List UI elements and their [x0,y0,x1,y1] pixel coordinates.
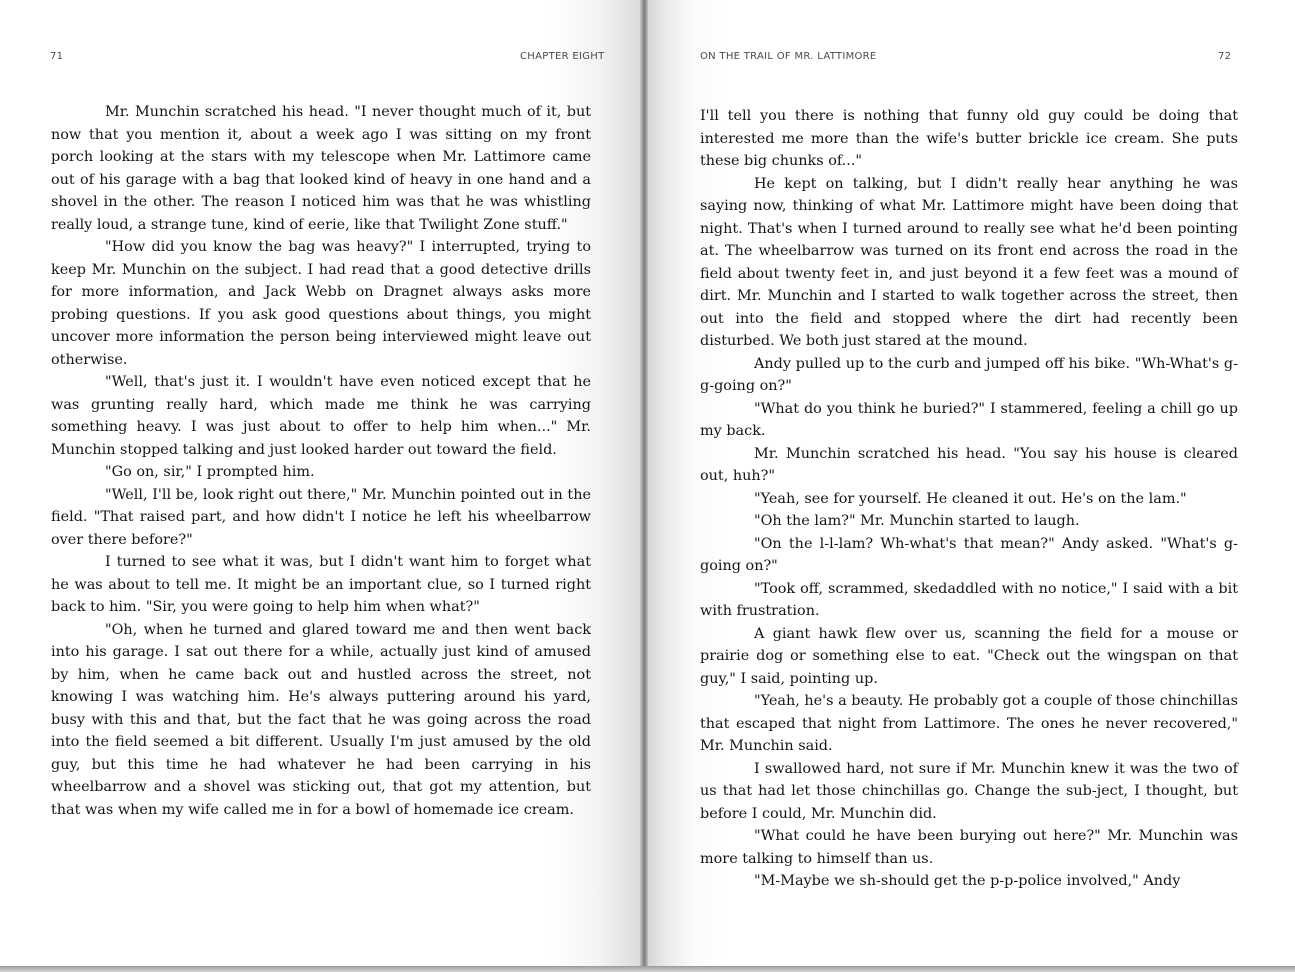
paragraph: "Well, I'll be, look right out there," Mr. Munchin pointed out in the field. "That raised part, and how didn't I notice he left his wheelbarrow over there before?" [51,486,591,548]
paragraph: "Yeah, he's a beauty. He probably got a couple of those chinchillas that escaped that night from Lattimore. The ones he never recovered," Mr. Munchin said. [700,693,1239,754]
left-page-body [51,101,591,821]
left-page [0,0,640,966]
page-bottom-edge [0,966,1295,972]
paragraph: I turned to see what it was, but I didn't want him to forget what he was about to tell me. It might be an important clue, so I turned right back to him. "Sir, you were going to help him when what?" [51,554,591,615]
right-page-body [700,105,1238,893]
continued-paragraph: I'll tell you there is nothing that funny old guy could be doing that interested me more than the wife's butter brickle ice cream. She puts these big chunks of..." [700,108,1238,169]
paragraph: "Oh the lam?" Mr. Munchin started to laugh. [754,513,1080,529]
paragraph: A giant hawk flew over us, scanning the field for a mouse or prairie dog or something else to eat. "Check out the wingspan on that guy," I said, pointing up. [700,625,1238,687]
paragraph: "Took off, scrammed, skedaddled with no notice," I said with a bit with frustration. [700,580,1238,619]
paragraph: Mr. Munchin scratched his head. "You say his house is cleared out, huh?" [700,445,1238,484]
paragraph: I swallowed hard, not sure if Mr. Munchin knew it was the two of us that had let those chinchillas go. Change the sub-ject, I thought, but before I could, Mr. Munchin did. [700,760,1238,822]
paragraph: "Well, that's just it. I wouldn't have even noticed except that he was grunting really hard, which made me think he was carrying something heavy. I was just about to offer to help him when..." Mr. Munchin stopped talking and just looked harder out toward the field. [51,374,591,458]
left-running-head: CHAPTER EIGHT [520,51,605,62]
right-page [648,0,1295,966]
right-running-head: ON THE TRAIL OF MR. LATTIMORE [700,51,877,62]
left-page-number: 71 [50,51,64,62]
right-page-number: 72 [1218,51,1232,62]
paragraph: Andy pulled up to the curb and jumped off his bike. "Wh-What's g-g-going on?" [700,355,1238,394]
paragraph: Mr. Munchin scratched his head. "I never thought much of it, but now that you mention it, about a week ago I was sitting on my front porch looking at the stars with my telescope when Mr. Lattimore came out of his garage with a bag that looked kind of heavy in one hand and a shovel in the other. The reason I noticed him was that he was whistling really loud, a strange tune, kind of eerie, like that Twilight Zone stuff." [51,104,591,233]
paragraph: He kept on talking, but I didn't really hear anything he was saying now, thinking of what Mr. Lattimore might have been doing that night. That's when I turned around to really see what he'd been pointing at. The wheelbarrow was turned on its front end across the road in the field about twenty feet in, and just beyond it a few feet was a mound of dirt. Mr. Munchin and I started to walk together across the street, then out into the field and stopped where the dirt had recently been disturbed. We both just stared at the mound. [700,175,1238,349]
paragraph: "How did you know the bag was heavy?" I interrupted, trying to keep Mr. Munchin on the subject. I had read that a good detective drills for more information, and Jack Webb on Dragnet always asks more probing questions. If you ask good questions about things, you might uncover more information the person being interviewed might leave out otherwise. [51,239,591,368]
paragraph: "Yeah, see for yourself. He cleaned it out. He's on the lam." [754,490,1187,507]
paragraph: "What could he have been burying out here?" Mr. Munchin was more talking to himself than us. [700,828,1238,867]
book-gutter [640,0,648,972]
paragraph: "M-Maybe we sh-should get the p-p-police involved," Andy [754,873,1181,889]
paragraph: "What do you think he buried?" I stammered, feeling a chill go up my back. [700,400,1238,439]
paragraph: "Oh, when he turned and glared toward me and then went back into his garage. I sat out there for a while, actually just kind of amused by him, when he came back out and hustled across the street, not knowing I was watching him. He's always puttering around his yard, busy with this and that, but the fact that he was going across the road into the field seemed a bit different. Usually I'm just amused by the old guy, but this time he had whatever he had been carrying in his wheelbarrow and a shovel was sticking out, that got my attention, but that was when my wife called me in for a bowl of homemade ice cream. [51,621,591,818]
paragraph: "On the l-l-lam? Wh-what's that mean?" Andy asked. "What's g-going on?" [700,535,1238,574]
paragraph: "Go on, sir," I prompted him. [105,464,315,480]
